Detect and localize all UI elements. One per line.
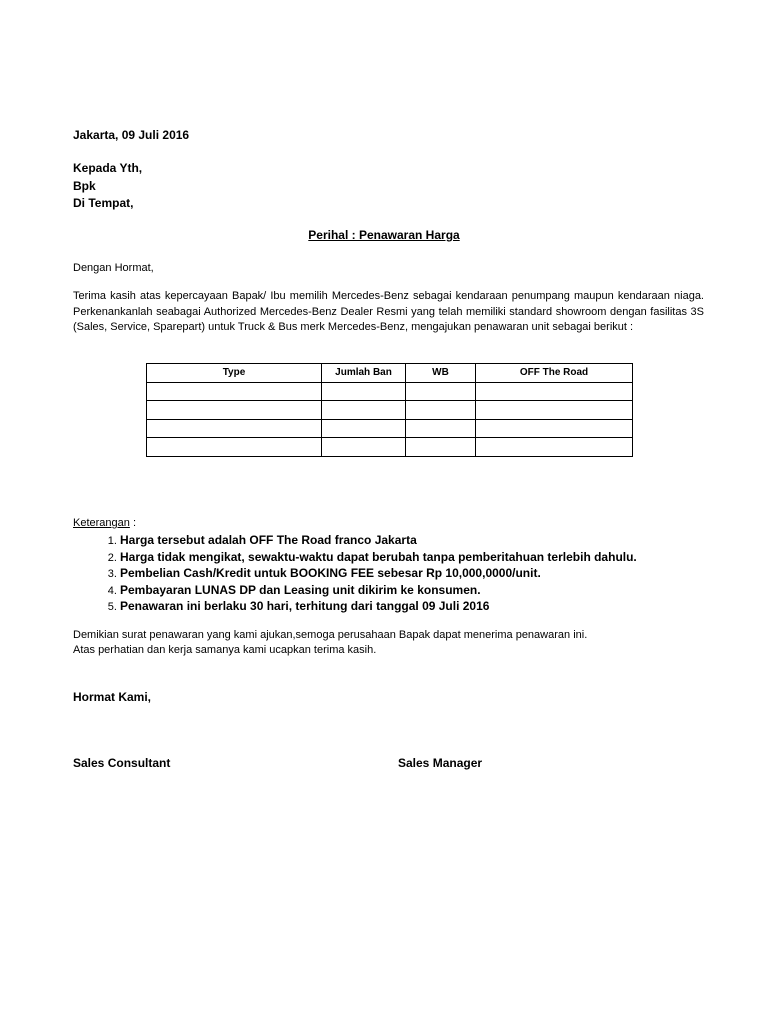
table-cell bbox=[406, 401, 476, 420]
recipient-line-3: Di Tempat, bbox=[73, 196, 134, 210]
list-item: 2. Harga tidak mengikat, sewaktu-waktu dapat berubah tanpa pemberitahuan terlebih dahulu. bbox=[120, 549, 760, 566]
table-row bbox=[147, 382, 633, 401]
closing-line-2: Atas perhatian dan kerja samanya kami ucapkan terima kasih. bbox=[73, 644, 377, 656]
date-line: Jakarta, 09 Juli 2016 bbox=[73, 128, 190, 142]
header-type: Type bbox=[147, 364, 322, 383]
recipient-line-2: Bpk bbox=[73, 179, 96, 193]
table-cell bbox=[476, 401, 633, 420]
closing-line-1: Demikian surat penawaran yang kami ajukan,semoga perusahaan Bapak dapat menerima penawaran ini. bbox=[73, 629, 588, 641]
table-cell bbox=[322, 382, 406, 401]
table-cell bbox=[147, 419, 322, 438]
table-cell bbox=[147, 438, 322, 457]
notes-label: Keterangan bbox=[73, 517, 130, 529]
subject-text: Perihal : Penawaran Harga bbox=[308, 228, 460, 242]
table-cell bbox=[406, 382, 476, 401]
list-item: 4. Pembayaran LUNAS DP dan Leasing unit dikirim ke konsumen. bbox=[120, 582, 760, 599]
table-cell bbox=[322, 401, 406, 420]
table-row bbox=[147, 419, 633, 438]
table-cell bbox=[322, 438, 406, 457]
subject-line bbox=[0, 228, 768, 242]
table-header-row bbox=[147, 364, 633, 383]
notes-colon: : bbox=[129, 517, 137, 529]
header-off-the-road: OFF The Road bbox=[476, 364, 633, 383]
notes-heading bbox=[73, 517, 136, 529]
table-cell bbox=[476, 382, 633, 401]
table-cell bbox=[406, 419, 476, 438]
list-item: 3. Pembelian Cash/Kredit untuk BOOKING FEE sebesar Rp 10,000,0000/unit. bbox=[120, 565, 760, 582]
table-cell bbox=[476, 419, 633, 438]
table-cell bbox=[476, 438, 633, 457]
signatory-sales-consultant: Sales Consultant bbox=[73, 756, 171, 770]
regards: Hormat Kami, bbox=[73, 690, 152, 704]
table-cell bbox=[147, 401, 322, 420]
signatory-sales-manager: Sales Manager bbox=[398, 756, 483, 770]
recipient-line-1: Kepada Yth, bbox=[73, 161, 143, 175]
table-cell bbox=[322, 419, 406, 438]
greeting: Dengan Hormat, bbox=[73, 262, 154, 274]
table-cell bbox=[406, 438, 476, 457]
table-row bbox=[147, 401, 633, 420]
list-item: 1. Harga tersebut adalah OFF The Road franco Jakarta bbox=[120, 532, 760, 549]
offer-table bbox=[146, 363, 633, 457]
header-wb: WB bbox=[406, 364, 476, 383]
table-row bbox=[147, 438, 633, 457]
body-paragraph: Terima kasih atas kepercayaan Bapak/ Ibu memilih Mercedes-Benz sebagai kendaraan penumpang maupun kendaraan niaga. Perkenankanlah seabagai Authorized Mercedes-Benz Dealer Resmi yang telah memiliki standard showroom dengan fasilitas 3S (Sales, Service, Sparepart) untuk Truck & Bus merk Mercedes-Benz, mengajukan penawaran unit sebagai berikut : bbox=[73, 290, 704, 333]
notes-list bbox=[73, 532, 760, 615]
header-jumlah-ban: Jumlah Ban bbox=[322, 364, 406, 383]
list-item: 5. Penawaran ini berlaku 30 hari, terhitung dari tanggal 09 Juli 2016 bbox=[120, 598, 760, 615]
table-cell bbox=[147, 382, 322, 401]
